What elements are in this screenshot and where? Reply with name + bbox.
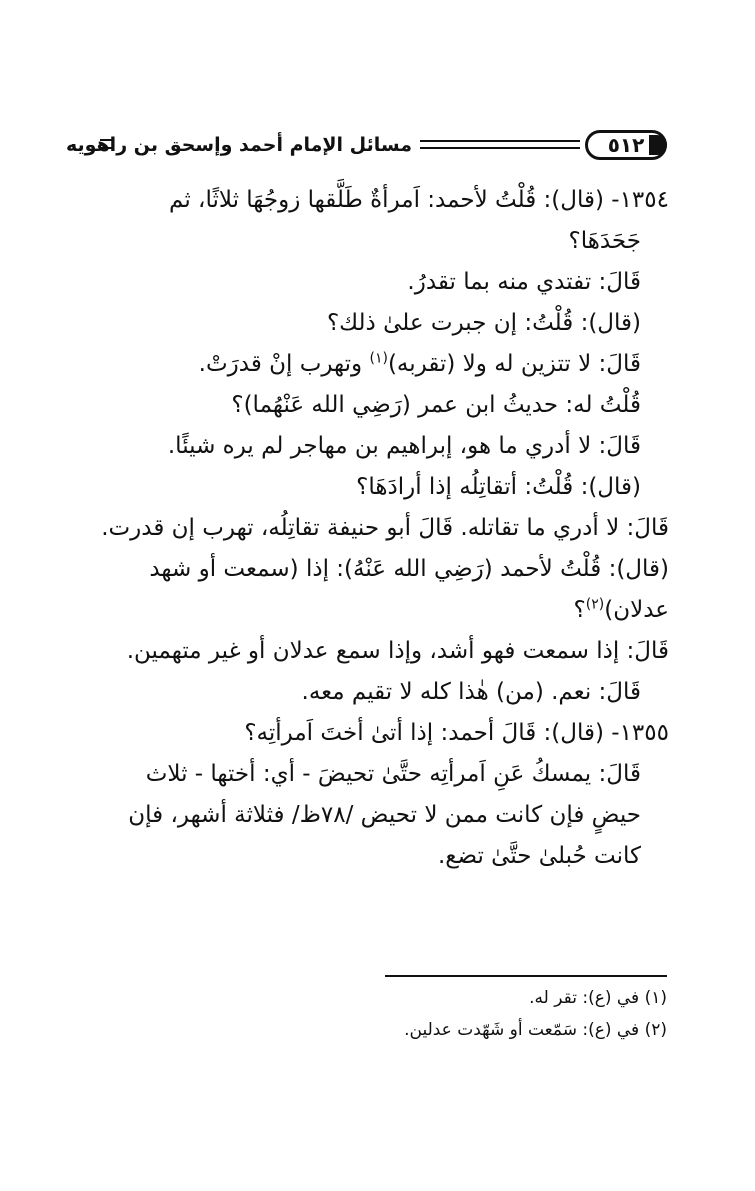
main-text xyxy=(103,180,669,877)
question-line: (قال): قُلْتُ: إن جبرت علىٰ ذلك؟ xyxy=(326,310,641,336)
question-line-continued xyxy=(103,590,669,631)
answer-text-tail: وتهرب إنْ قدرَتْ. xyxy=(198,351,370,377)
issue-1354-line-1: ١٣٥٤- (قال): قُلْتُ لأحمد: اَمرأةٌ طَلَّقها زوجُهَا ثلاثًا، ثم xyxy=(169,187,669,213)
running-title: مسائل الإمام أحمد وإسحق بن راهويه xyxy=(65,134,412,156)
issue-1355-line-1: ١٣٥٥- (قال): قَالَ أحمد: إذا أتىٰ أختَ اَمرأتِه؟ xyxy=(244,720,669,746)
question-line: (قال): قُلْتُ: أتقاتِلُه إذا أرادَهَا؟ xyxy=(356,474,641,500)
question-line: قُلْتُ له: حديثُ ابن عمر (رَضِي الله عَنْهُما)؟ xyxy=(231,392,641,418)
footnote-1: (١) في (ع): تقر له. xyxy=(529,988,667,1008)
page-number: ٥١٢ xyxy=(585,130,667,160)
answer-line: قَالَ: إذا سمعت فهو أشد، وإذا سمع عدلان أو غير متهمين. xyxy=(126,638,669,664)
answer-line: حيضٍ فإن كانت ممن لا تحيض /٧٨ظ/ فثلاثة أشهر، فإن xyxy=(128,802,641,828)
answer-line: كانت حُبلىٰ حتَّىٰ تضع. xyxy=(437,843,641,869)
answer-line: قَالَ: نعم. (من) هٰذا كله لا تقيم معه. xyxy=(301,679,641,705)
footnote-ref-2: (٢) xyxy=(585,596,605,613)
footnote-separator xyxy=(385,975,667,977)
header-double-rule xyxy=(420,140,580,149)
footnote-2: (٢) في (ع): سَمّعت أو شَهّدت عدلين. xyxy=(404,1020,667,1040)
question-mark: ؟ xyxy=(573,597,586,623)
page-header xyxy=(65,128,670,164)
answer-line: قَالَ: لا أدري ما تقاتله. قَالَ أبو حنيفة تقاتِلُه، تهرب إن قدرت. xyxy=(101,515,669,541)
answer-text: قَالَ: لا تتزين له ولا (تقربه) xyxy=(387,351,641,377)
answer-line: قَالَ: لا أدري ما هو، إبراهيم بن مهاجر لم يره شيئًا. xyxy=(167,433,641,459)
question-text: عدلان) xyxy=(604,597,669,623)
answer-line-with-footnote xyxy=(103,344,669,385)
footnotes xyxy=(300,982,667,1046)
footnote-ref-1: (١) xyxy=(369,350,388,367)
issue-1354-line-2: جَحَدَهَا؟ xyxy=(568,228,641,254)
question-line: (قال): قُلْتُ لأحمد (رَضِي الله عَنْهُ): إذا (سمعت أو شهد xyxy=(149,556,669,582)
answer-line: قَالَ: تفتدي منه بما تقدرُ. xyxy=(407,269,641,295)
answer-line: قَالَ: يمسكُ عَنِ اَمرأتِه حتَّىٰ تحيضَ - أي: أختها - ثلاث xyxy=(145,761,641,787)
